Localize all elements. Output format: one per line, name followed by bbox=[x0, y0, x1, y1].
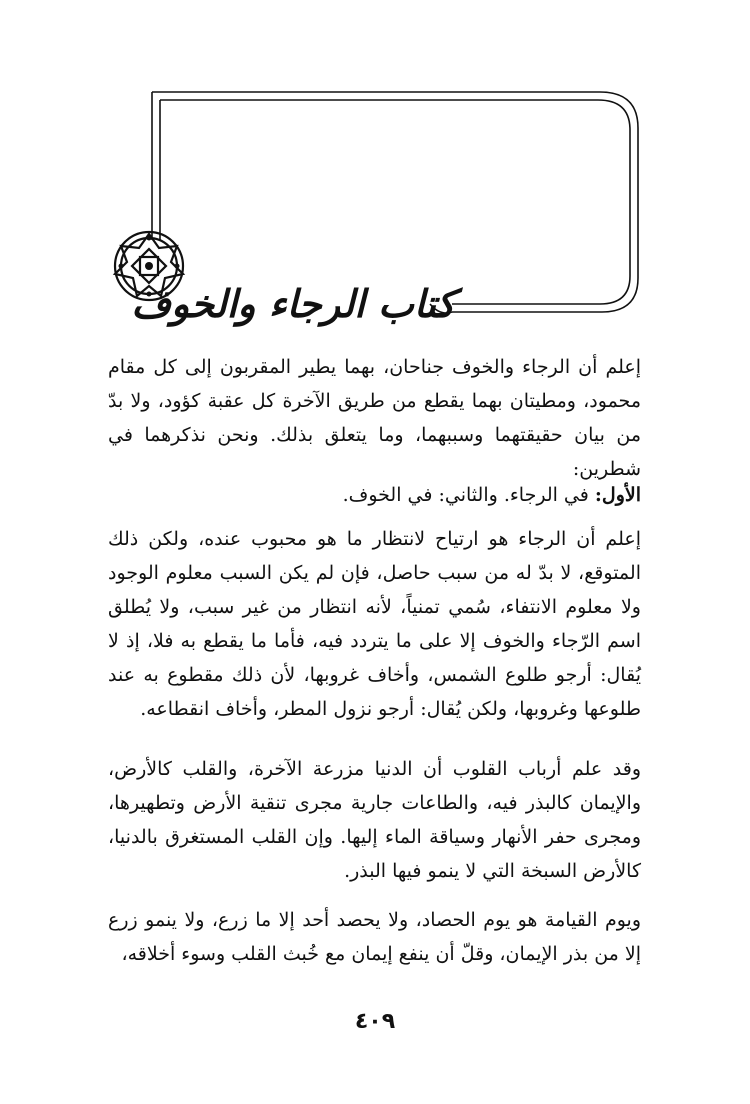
paragraph-definition: إعلم أن الرجاء هو ارتياح لانتظار ما هو محبوب عنده، ولكن ذلك المتوقع، لا بدّ له من سبب حاصل، فإن لم يكن السبب معلوم الوجود ولا معلوم الانتفاء، سُمي تمنياً، لأنه انتظار من غير سبب، ولا يُطلق اسم الرّجاء والخوف إلا على ما يتردد فيه، فأما ما يقطع به فلا، إذ لا يُقال: أرجو طلوع الشمس، وأخاف غروبها، لأن ذلك مقطوع به عند طلوعها وغروبها، ولكن يُقال: أرجو نزول المطر، وأخاف انقطاعه. bbox=[108, 528, 641, 720]
paragraph-outline-text: في الرجاء. والثاني: في الخوف. bbox=[342, 484, 595, 506]
paragraph-intro: إعلم أن الرجاء والخوف جناحان، بهما يطير المقربون إلى كل مقام محمود، ومطيتان بهما يقطع من طريق الآخرة كل عقبة كؤود، ولا بدّ من بيان حقيقتهما وسببهما، وما يتعلق بذلك. ونحن نذكرهما في شطرين: bbox=[108, 356, 641, 480]
paragraph-analogy: وقد علم أرباب القلوب أن الدنيا مزرعة الآخرة، والقلب كالأرض، والإيمان كالبذر فيه، والطاعات جارية مجرى تنقية الأرض وتطهيرها، ومجرى حفر الأنهار وسياقة الماء إليها. وإن القلب المستغرق بالدنيا، كالأرض السبخة التي لا ينمو فيها البذر. bbox=[108, 758, 641, 882]
paragraph-harvest: ويوم القيامة هو يوم الحصاد، ولا يحصد أحد إلا ما زرع، ولا ينمو زرع إلا من بذر الإيمان، وقلّ أن ينفع إيمان مع خُبث القلب وسوء أخلاقه، bbox=[108, 909, 641, 965]
paragraph-outline bbox=[108, 478, 641, 512]
chapter-title: كتاب الرجاء والخوف bbox=[131, 281, 455, 326]
page-number: ٤٠٩ bbox=[354, 1009, 396, 1034]
paragraph-outline-lead: الأول: bbox=[594, 484, 641, 506]
